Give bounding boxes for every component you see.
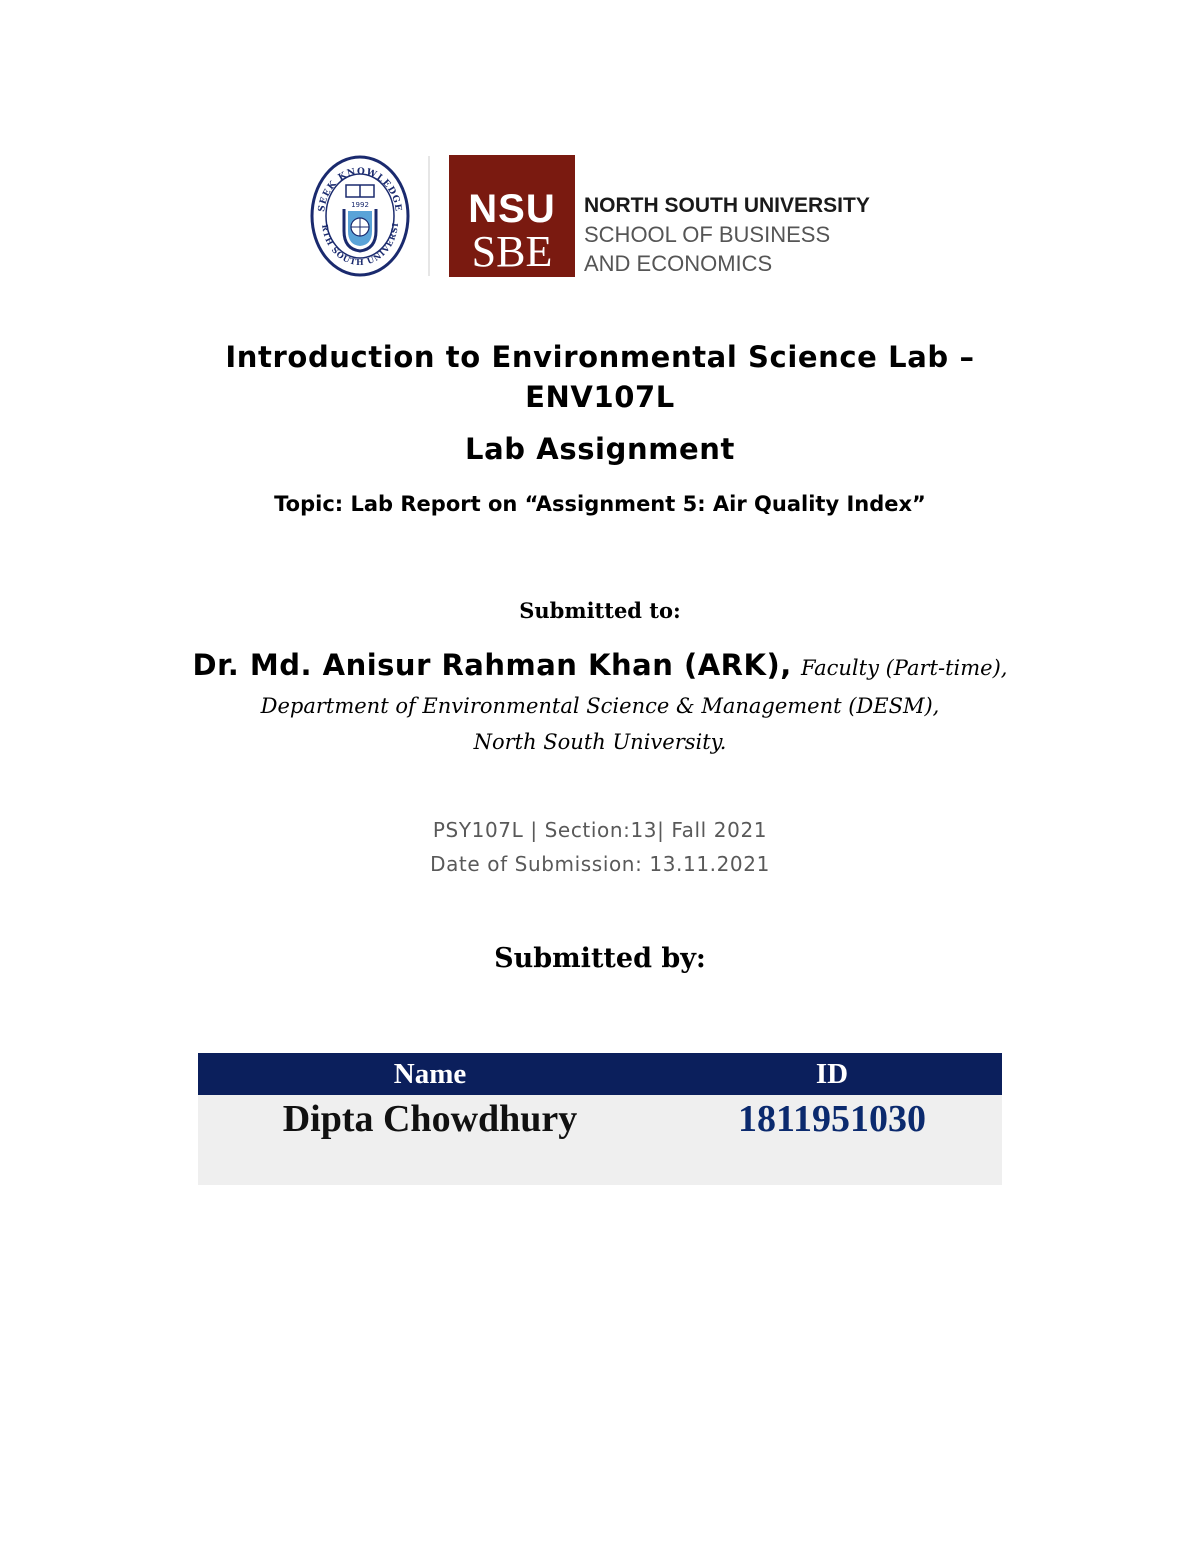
student-name: Dipta Chowdhury bbox=[198, 1095, 662, 1185]
course-section-term: PSY107L | Section:13| Fall 2021 bbox=[432, 818, 768, 842]
course-title bbox=[0, 337, 1200, 417]
logo-divider bbox=[428, 156, 430, 276]
assignment-topic: Topic: Lab Report on “Assignment 5: Air Quality Index” bbox=[274, 492, 926, 516]
submitted-by-label: Submitted by: bbox=[494, 943, 706, 974]
supervisor-role: Faculty (Part-time), bbox=[800, 656, 1008, 680]
column-header-name: Name bbox=[198, 1053, 662, 1095]
university-seal bbox=[310, 155, 410, 277]
course-code: ENV107L bbox=[525, 380, 675, 414]
supervisor-name: Dr. Md. Anisur Rahman Khan (ARK), bbox=[192, 648, 792, 682]
student-id: 1811951030 bbox=[662, 1095, 1002, 1185]
logo-university-name: NORTH SOUTH UNIVERSITY bbox=[584, 194, 870, 217]
assignment-type: Lab Assignment bbox=[464, 432, 735, 466]
logo-acronym-sbe: SBE bbox=[471, 227, 553, 276]
column-header-id: ID bbox=[662, 1053, 1002, 1095]
submission-date: Date of Submission: 13.11.2021 bbox=[430, 852, 770, 876]
school-name-logo-text bbox=[584, 191, 870, 278]
svg-text:NORTH SOUTH UNIVERSITY: RTH SOUTH UNIVERSI bbox=[320, 221, 401, 268]
logo-acronym-nsu: NSU bbox=[468, 187, 556, 231]
table-header-row bbox=[198, 1053, 1002, 1095]
student-table bbox=[198, 1053, 1002, 1185]
seal-emblem-icon bbox=[310, 155, 410, 277]
submitted-to-label: Submitted to: bbox=[519, 598, 681, 623]
nsu-sbe-logo-box bbox=[449, 155, 575, 277]
course-name: Introduction to Environmental Science Lab – bbox=[225, 340, 975, 374]
logo-school-line-1: SCHOOL OF BUSINESS bbox=[584, 222, 831, 247]
supervisor-university: North South University. bbox=[473, 730, 727, 754]
svg-text:1992: 1992 bbox=[351, 201, 369, 209]
supervisor-department: Department of Environmental Science & Management (DESM), bbox=[260, 694, 940, 718]
logo-school-line-2: AND ECONOMICS bbox=[584, 251, 773, 276]
supervisor-line bbox=[0, 644, 1200, 689]
table-row bbox=[198, 1095, 1002, 1185]
svg-text:SEEK KNOWLEDGE: SEEK KNOWLEDGE bbox=[317, 166, 403, 213]
